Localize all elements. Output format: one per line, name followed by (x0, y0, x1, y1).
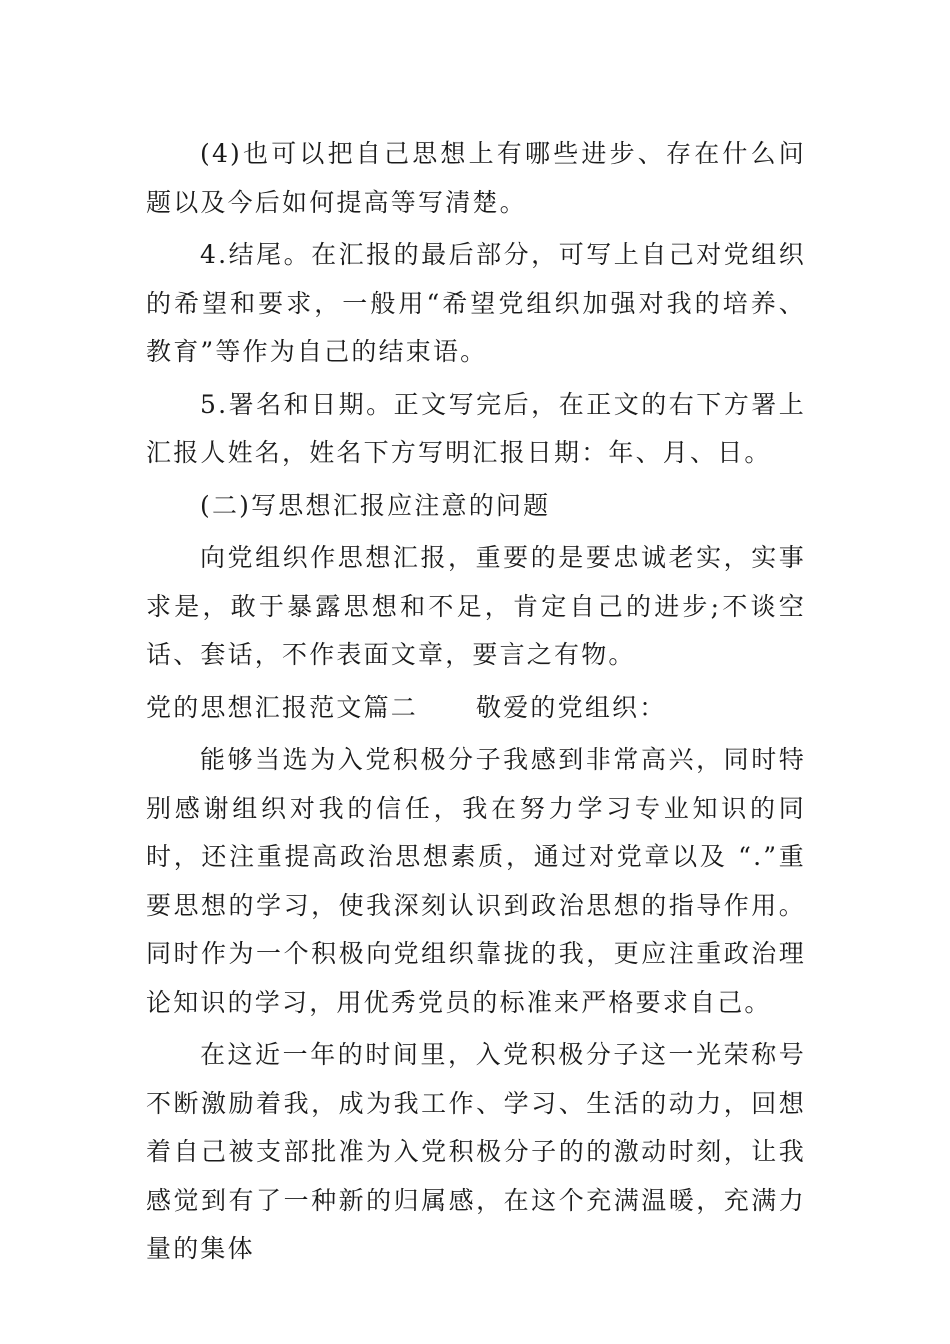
paragraph-notes: 向党组织作思想汇报，重要的是要忠诚老实，实事求是，敢于暴露思想和不足，肯定自己的进步;不谈空话、套话，不作表面文章，要言之有物。 (146, 543, 806, 669)
paragraph-body-1: 能够当选为入党积极分子我感到非常高兴，同时特别感谢组织对我的信任，我在努力学习专业知识的同时，还注重提高政治思想素质，通过对党章以及 “.”重要思想的学习，使我深刻认识到政治思想的指导作用。同时作为一个积极向党组织靠拢的我，更应注重政治理论知识的学习，用优秀党员的标准来严格要求自己。 (146, 745, 806, 1017)
salutation: 敬爱的党组织： (476, 692, 667, 722)
sample-heading-line (146, 684, 806, 733)
document-body (146, 130, 806, 1278)
paragraph-closing: 4.结尾。在汇报的最后部分，可写上自己对党组织的希望和要求，一般用“希望党组织加强对我的培养、教育”等作为自己的结束语。 (146, 240, 806, 366)
sample-title: 党的思想汇报范文篇二 (146, 692, 419, 722)
paragraph-signature-date: 5.署名和日期。正文写完后，在正文的右下方署上汇报人姓名，姓名下方写明汇报日期：年、月、日。 (146, 389, 806, 467)
section-heading: (二)写思想汇报应注意的问题 (200, 490, 551, 520)
paragraph-body-2: 在这近一年的时间里，入党积极分子这一光荣称号不断激励着我，成为我工作、学习、生活的动力，回想着自己被支部批准为入党积极分子的的激动时刻，让我感觉到有了一种新的归属感，在这个充满温暖，充满力量的集体 (146, 1040, 806, 1263)
paragraph-item-4: (4)也可以把自己思想上有哪些进步、存在什么问题以及今后如何提高等写清楚。 (146, 139, 806, 217)
